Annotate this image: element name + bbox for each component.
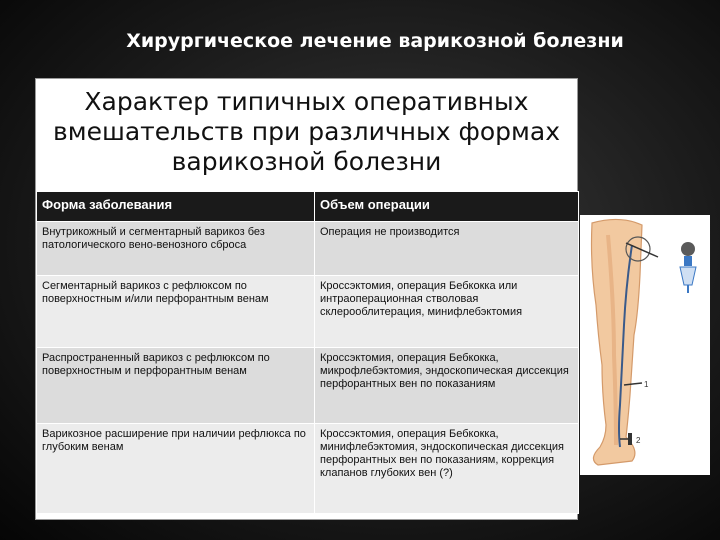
table-row — [37, 222, 579, 276]
leg-illustration — [580, 215, 710, 475]
table-cell: Операция не производится — [315, 222, 579, 276]
table-cell: Кроссэктомия, операция Бебкокка, минифлебэктомия, эндоскопическая диссекция перфорантных вен по показаниям, коррекция клапанов глубоких вен (?) — [315, 424, 579, 514]
frame-title — [36, 87, 577, 177]
header-disease-form: Форма заболевания — [37, 192, 315, 222]
table-cell: Сегментарный варикоз с рефлюксом по поверхностным и/или перфорантным венам — [37, 276, 315, 348]
table-header-row — [37, 192, 579, 222]
table-cell: Варикозное расширение при наличии рефлюкса по глубоким венам — [37, 424, 315, 514]
table-cell: Кроссэктомия, операция Бебкокка, микрофлебэктомия, эндоскопическая диссекция перфорантных вен по показаниям — [315, 348, 579, 424]
marker-2-label: 2 — [636, 436, 641, 445]
stripper-head — [681, 242, 695, 256]
table-cell: Распространенный варикоз с рефлюксом по поверхностным и перфорантным венам — [37, 348, 315, 424]
table-row — [37, 276, 579, 348]
table-row — [37, 424, 579, 514]
stripper-body — [684, 256, 692, 266]
table-cell: Кроссэктомия, операция Бебкокка или интраоперационная стволовая склерооблитерация, минифлебэктомия — [315, 276, 579, 348]
frame-title-line: Характер типичных оперативных — [84, 87, 529, 116]
leg-vein-diagram — [580, 215, 710, 475]
table-cell: Внутрикожный и сегментарный варикоз без патологического вено-венозного сброса — [37, 222, 315, 276]
header-operation-scope: Объем операции — [315, 192, 579, 222]
table-row — [37, 348, 579, 424]
operations-table — [36, 191, 579, 514]
marker-2-clip — [628, 433, 632, 445]
frame-title-line: вмешательств при различных формах — [52, 117, 561, 146]
frame-title-line: варикозной болезни — [171, 147, 442, 176]
slide-title: Хирургическое лечение варикозной болезни — [126, 30, 624, 52]
marker-1-label: 1 — [644, 380, 649, 389]
content-frame — [35, 78, 578, 520]
